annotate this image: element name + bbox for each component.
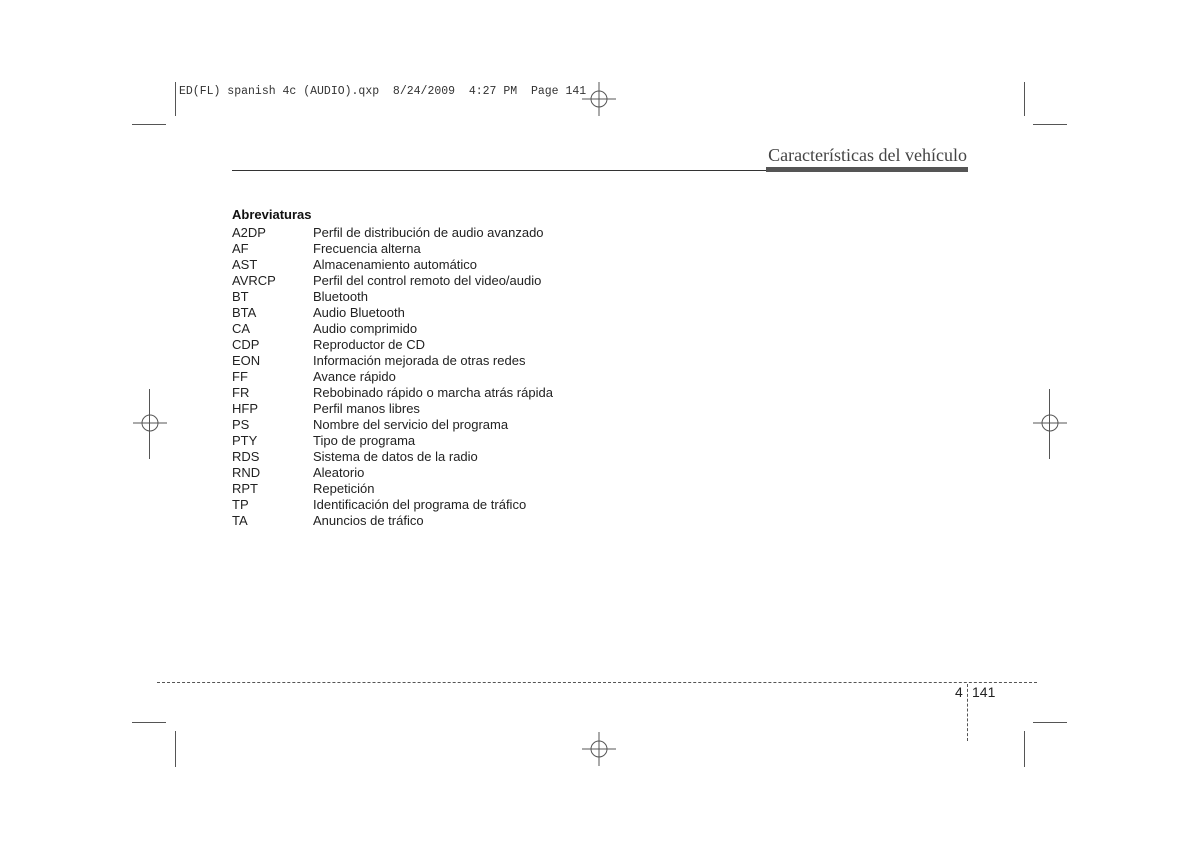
crop-mark-top-right-h [1033, 124, 1067, 125]
abbreviation-description: Información mejorada de otras redes [313, 353, 526, 368]
abbreviation-description: Perfil del control remoto del video/audio [313, 273, 542, 288]
abbreviation-description: Nombre del servicio del programa [313, 417, 509, 432]
abbreviations-heading: Abreviaturas [232, 207, 312, 222]
abbreviation-description: Aleatorio [313, 465, 365, 480]
list-item [232, 353, 553, 369]
abbreviation-code: HFP [232, 401, 258, 416]
crop-mark-top-right-v [1024, 82, 1025, 116]
list-item [232, 385, 553, 401]
page-number-separator [967, 684, 968, 741]
list-item [232, 305, 553, 321]
abbreviation-code: RND [232, 465, 261, 480]
list-item [232, 465, 553, 481]
abbreviation-code: AVRCP [232, 273, 276, 288]
footer-rule [157, 682, 1037, 683]
abbreviations-list [232, 225, 553, 529]
abbreviation-description: Perfil de distribución de audio avanzado [313, 225, 544, 240]
abbreviation-code: BTA [232, 305, 257, 320]
list-item [232, 241, 553, 257]
crop-mark-bottom-right-h [1033, 722, 1067, 723]
crop-mark-bottom-left-v [175, 731, 176, 767]
list-item [232, 337, 553, 353]
abbreviation-description: Repetición [313, 481, 375, 496]
list-item [232, 417, 553, 433]
registration-mark-top-icon [582, 82, 616, 116]
abbreviation-description: Anuncios de tráfico [313, 513, 424, 528]
list-item [232, 273, 553, 289]
list-item [232, 369, 553, 385]
registration-mark-left-icon [133, 406, 167, 440]
abbreviation-code: RPT [232, 481, 258, 496]
abbreviation-code: FR [232, 385, 250, 400]
list-item [232, 225, 553, 241]
chapter-number: 4 [955, 684, 963, 700]
list-item [232, 401, 553, 417]
list-item [232, 257, 553, 273]
list-item [232, 433, 553, 449]
abbreviation-code: TP [232, 497, 249, 512]
abbreviation-code: EON [232, 353, 261, 368]
print-slug: ED(FL) spanish 4c (AUDIO).qxp 8/24/2009 4:27 PM Page 141 [179, 85, 587, 98]
abbreviation-description: Reproductor de CD [313, 337, 425, 352]
abbreviation-code: BT [232, 289, 249, 304]
crop-mark-top-left-v [175, 82, 176, 116]
registration-mark-right-axis [1049, 389, 1050, 459]
abbreviation-description: Sistema de datos de la radio [313, 449, 478, 464]
abbreviation-description: Bluetooth [313, 289, 368, 304]
header-rule [232, 170, 767, 171]
abbreviation-description: Audio Bluetooth [313, 305, 405, 320]
abbreviation-description: Rebobinado rápido o marcha atrás rápida [313, 385, 553, 400]
abbreviation-description: Tipo de programa [313, 433, 416, 448]
crop-mark-bottom-left-h [132, 722, 166, 723]
header-bar [766, 167, 968, 172]
list-item [232, 449, 553, 465]
abbreviation-code: TA [232, 513, 248, 528]
abbreviation-description: Perfil manos libres [313, 401, 420, 416]
abbreviation-code: AST [232, 257, 258, 272]
abbreviation-description: Audio comprimido [313, 321, 418, 336]
abbreviation-code: RDS [232, 449, 260, 464]
abbreviation-code: CA [232, 321, 251, 336]
abbreviation-description: Identificación del programa de tráfico [313, 497, 527, 512]
abbreviation-code: CDP [232, 337, 260, 352]
list-item [232, 289, 553, 305]
abbreviation-code: FF [232, 369, 248, 384]
abbreviation-description: Frecuencia alterna [313, 241, 421, 256]
abbreviation-description: Almacenamiento automático [313, 257, 478, 272]
registration-mark-bottom-icon [582, 732, 616, 766]
registration-mark-right-icon [1033, 406, 1067, 440]
abbreviation-code: A2DP [232, 225, 266, 240]
registration-mark-left-axis [149, 389, 150, 459]
crop-mark-bottom-right-v [1024, 731, 1025, 767]
crop-mark-top-left-h [132, 124, 166, 125]
list-item [232, 321, 553, 337]
list-item [232, 481, 553, 497]
abbreviation-code: PS [232, 417, 250, 432]
list-item [232, 513, 553, 529]
abbreviation-code: PTY [232, 433, 258, 448]
page-number: 141 [972, 684, 996, 700]
abbreviation-code: AF [232, 241, 249, 256]
section-title: Características del vehículo [768, 145, 967, 165]
abbreviation-description: Avance rápido [313, 369, 396, 384]
list-item [232, 497, 553, 513]
